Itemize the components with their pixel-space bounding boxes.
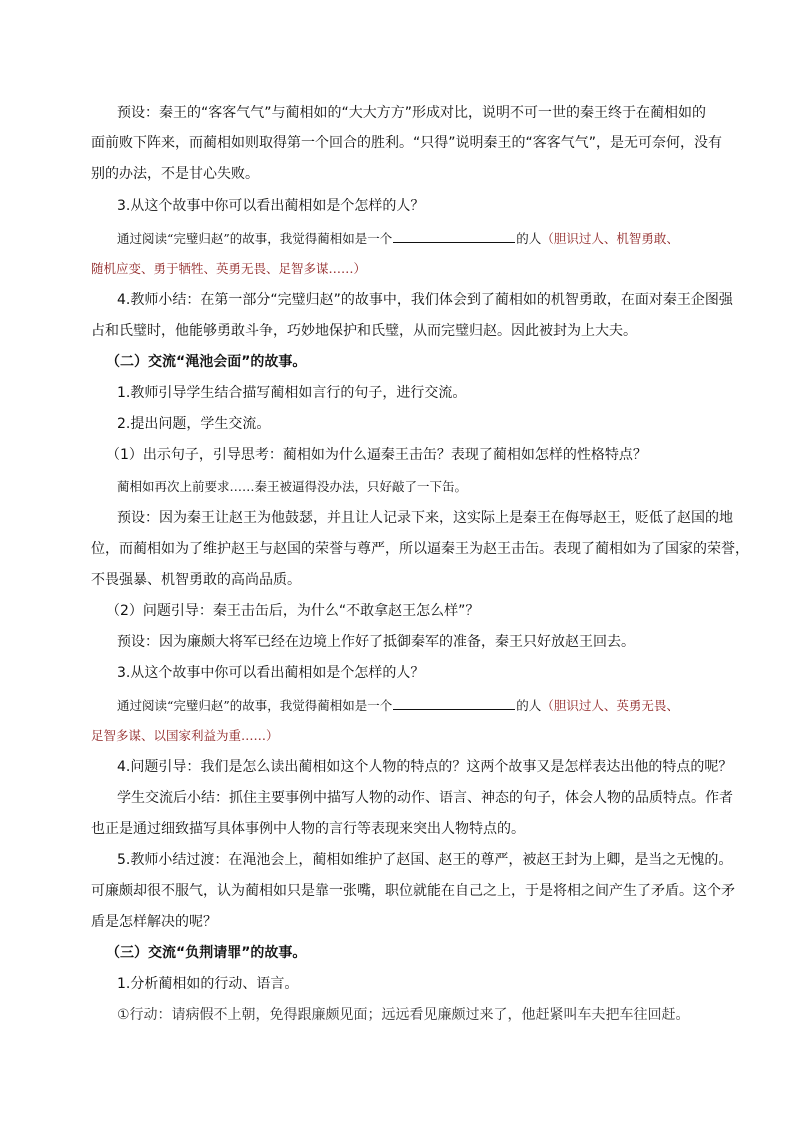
answer-hint: （胆识过人、英勇无畏、 bbox=[541, 698, 679, 713]
paragraph-line: 5.教师小结过渡：在渑池会上，蔺相如维护了赵国、赵王的尊严，被赵王封为上卿，是当之无愧的。 bbox=[117, 852, 733, 868]
paragraph-line: （1）出示句子，引导思考：蔺相如为什么逼秦王击缶？表现了蔺相如怎样的性格特点？ bbox=[106, 447, 647, 463]
fill-in-suffix: 的人 bbox=[516, 231, 542, 246]
paragraph-line: （2）问题引导：秦王击缶后，为什么“不敢拿赵王怎么样”？ bbox=[106, 603, 480, 619]
fill-in-prompt: 通过阅读“完璧归赵”的故事，我觉得蔺相如是一个 bbox=[117, 231, 393, 246]
paragraph-line: 预设：因为秦王让赵王为他鼓瑟，并且让人记录下来，这实际上是秦王在侮辱赵王，贬低了赵国的地 bbox=[117, 510, 733, 526]
question-line: 3.从这个故事中你可以看出蔺相如是个怎样的人？ bbox=[117, 665, 425, 681]
paragraph-line: 4.教师小结：在第一部分“完璧归赵”的故事中，我们体会到了蔺相如的机智勇敢，在面对秦王企图强 bbox=[117, 292, 733, 308]
answer-blank[interactable] bbox=[393, 697, 515, 710]
fill-in-prompt: 通过阅读“完璧归赵”的故事，我觉得蔺相如是一个 bbox=[117, 698, 393, 713]
paragraph-line: 1.教师引导学生结合描写蔺相如言行的句子，进行交流。 bbox=[117, 385, 467, 401]
fill-in-sentence bbox=[117, 229, 679, 249]
paragraph-line: 别的办法，不是甘心失败。 bbox=[91, 166, 259, 182]
answer-hint-continued: 足智多谋、以国家利益为重……） bbox=[91, 728, 279, 743]
paragraph-line: 学生交流后小结：抓住主要事例中描写人物的动作、语言、神态的句子，体会人物的品质特点。作者 bbox=[117, 790, 733, 806]
paragraph-line: 不畏强暴、机智勇敢的高尚品质。 bbox=[91, 572, 301, 588]
paragraph-line: 4.问题引导：我们是怎么读出蔺相如这个人物的特点的？这两个故事又是怎样表达出他的特点的呢？ bbox=[117, 759, 733, 775]
section-heading: （二）交流“渑池会面”的故事。 bbox=[106, 354, 307, 370]
answer-hint: （胆识过人、机智勇敢、 bbox=[541, 231, 679, 246]
paragraph-line: 1.分析蔺相如的行动、语言。 bbox=[117, 976, 299, 992]
paragraph-line: 盾是怎样解决的呢？ bbox=[91, 914, 217, 930]
paragraph-line: 预设：秦王的“客客气气”与蔺相如的“大大方方”形成对比，说明不可一世的秦王终于在蔺相如的 bbox=[117, 105, 707, 121]
paragraph-line: 2.提出问题，学生交流。 bbox=[117, 416, 271, 432]
fill-in-sentence bbox=[117, 696, 679, 716]
paragraph-line: 位，而蔺相如为了维护赵王与赵国的荣誉与尊严，所以逼秦王为赵王击缶。表现了蔺相如为了国家的荣誉， bbox=[91, 541, 749, 557]
fill-in-suffix: 的人 bbox=[516, 698, 542, 713]
question-line: 3.从这个故事中你可以看出蔺相如是个怎样的人？ bbox=[117, 198, 425, 214]
answer-hint-continued: 随机应变、勇于牺牲、英勇无畏、足智多谋……） bbox=[91, 261, 367, 276]
paragraph-line: 占和氏璧时，他能够勇敢斗争，巧妙地保护和氏璧，从而完璧归赵。因此被封为上大夫。 bbox=[91, 323, 637, 339]
quoted-sentence: 蔺相如再次上前要求……秦王被逼得没办法，只好敲了一下缶。 bbox=[117, 479, 468, 494]
paragraph-line: ①行动：请病假不上朝，免得跟廉颇见面；远远看见廉颇过来了，他赶紧叫车夫把车往回赶。 bbox=[117, 1007, 690, 1023]
paragraph-line: 面前败下阵来，而蔺相如则取得第一个回合的胜利。“只得”说明秦王的“客客气气”，是无可奈何，没有 bbox=[91, 135, 723, 151]
paragraph-line: 预设：因为廉颇大将军已经在边境上作好了抵御秦军的准备，秦王只好放赵王回去。 bbox=[117, 634, 635, 650]
answer-blank[interactable] bbox=[393, 230, 515, 243]
paragraph-line: 也正是通过细致描写具体事例中人物的言行等表现来突出人物特点的。 bbox=[91, 821, 525, 837]
paragraph-line: 可廉颇却很不服气，认为蔺相如只是靠一张嘴，职位就能在自己之上，于是将相之间产生了矛盾。这个矛 bbox=[91, 883, 735, 899]
section-heading: （三）交流“负荆请罪”的故事。 bbox=[106, 945, 307, 961]
